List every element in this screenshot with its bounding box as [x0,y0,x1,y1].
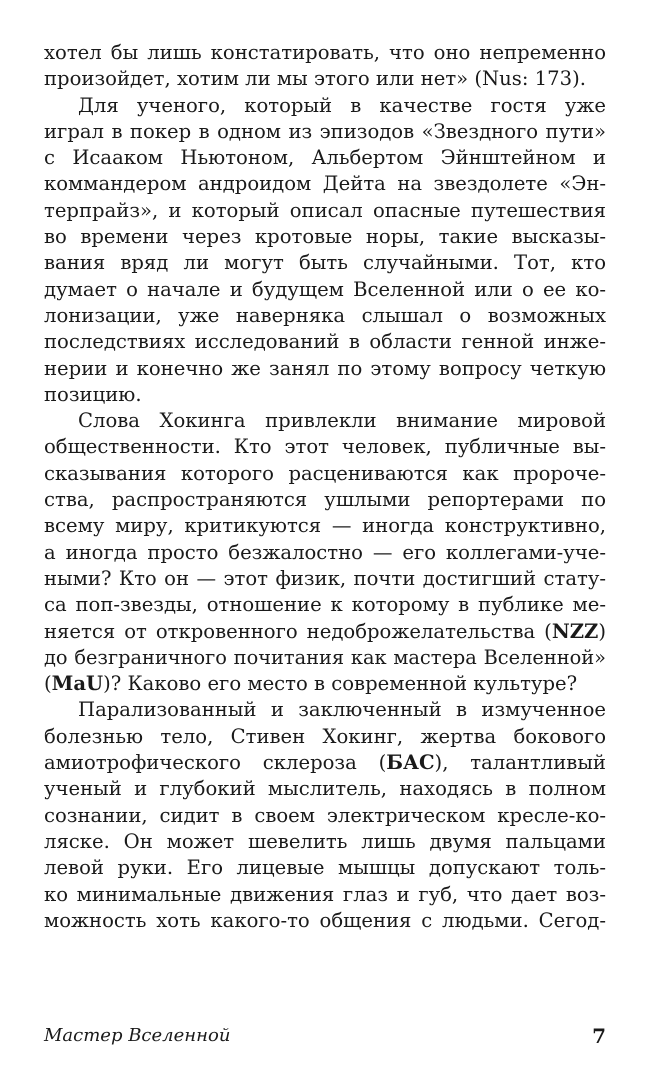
text-line: последствиях исследований в области генной инже- [44,330,606,354]
text-line: ко минимальные движения глаз и губ, что дает воз- [44,882,606,906]
text-line: ученый и глубокий мыслитель, находясь в полном [44,777,606,801]
text-line: сознании, сидит в своем электрическом кресле-ко- [44,803,606,827]
running-title: Мастер Вселенной [44,1025,231,1046]
text-line: няется от откровенного недоброжелательства (NZZ) [44,619,606,643]
text-line: (MaU)? Каково его место в современной культуре? [44,672,578,696]
text-line: позицию. [44,382,142,406]
text-line: всему миру, критикуются — иногда конструктивно, [44,514,606,538]
text-line: болезнью тело, Стивен Хокинг, жертва бокового [44,724,606,748]
text-line: думает о начале и будущем Вселенной или о ее ко- [44,277,606,301]
text-line: терпрайз», и который описал опасные путешествия [44,198,606,222]
source-abbreviation: БАС [386,751,435,775]
text-line: играл в покер в одном из эпизодов «Звездного пути» [44,119,606,143]
text-line: с Исааком Ньютоном, Альбертом Эйнштейном и [44,146,606,170]
source-abbreviation: MaU [51,672,104,696]
text-line: са поп-звезды, отношение к которому в публике ме- [44,593,606,617]
text-line: амиотрофического склероза (БАС), талантливый [44,751,606,775]
paragraph-first-line: Парализованный и заключенный в измученное [78,698,606,722]
text-line: вания вряд ли могут быть случайными. Тот, кто [44,251,606,275]
text-line: хотел бы лишь констатировать, что оно непременно [44,41,606,64]
text-line: ства, распространяются ушлыми репортерами по [44,488,606,512]
text-line: произойдет, хотим ли мы этого или нет» (Nus: 173). [44,67,586,91]
page-footer [44,1022,606,1050]
text-line: общественности. Кто этот человек, публичные вы- [44,435,606,459]
text-line: ными? Кто он — этот физик, почти достигший стату- [44,566,606,590]
text-line: до безграничного почитания как мастера Вселенной» [44,645,606,669]
page-body [44,40,606,934]
text-line: левой руки. Его лицевые мышцы допускают толь- [44,856,606,880]
text-line: можность хоть какого-то общения с людьми. Сегод- [44,908,606,932]
text-line: нерии и конечно же занял по этому вопросу четкую [44,356,606,380]
text-line: коммандером андроидом Дейта на звездолете «Эн- [44,172,606,196]
text-line: ляске. Он может шевелить лишь двумя пальцами [44,829,606,853]
paragraph-first-line: Для ученого, который в качестве гостя уже [78,93,606,117]
page-number: 7 [592,1024,606,1048]
text-line: лонизации, уже наверняка слышал о возможных [44,303,606,327]
text-line: а иногда просто безжалостно — его коллегами-уче- [44,540,606,564]
text-line: сказывания которого расцениваются как пророче- [44,461,606,485]
text-line: во времени через кротовые норы, такие высказы- [44,225,606,249]
source-abbreviation: NZZ [551,619,599,643]
paragraph-first-line: Слова Хокинга привлекли внимание мировой [78,409,606,433]
